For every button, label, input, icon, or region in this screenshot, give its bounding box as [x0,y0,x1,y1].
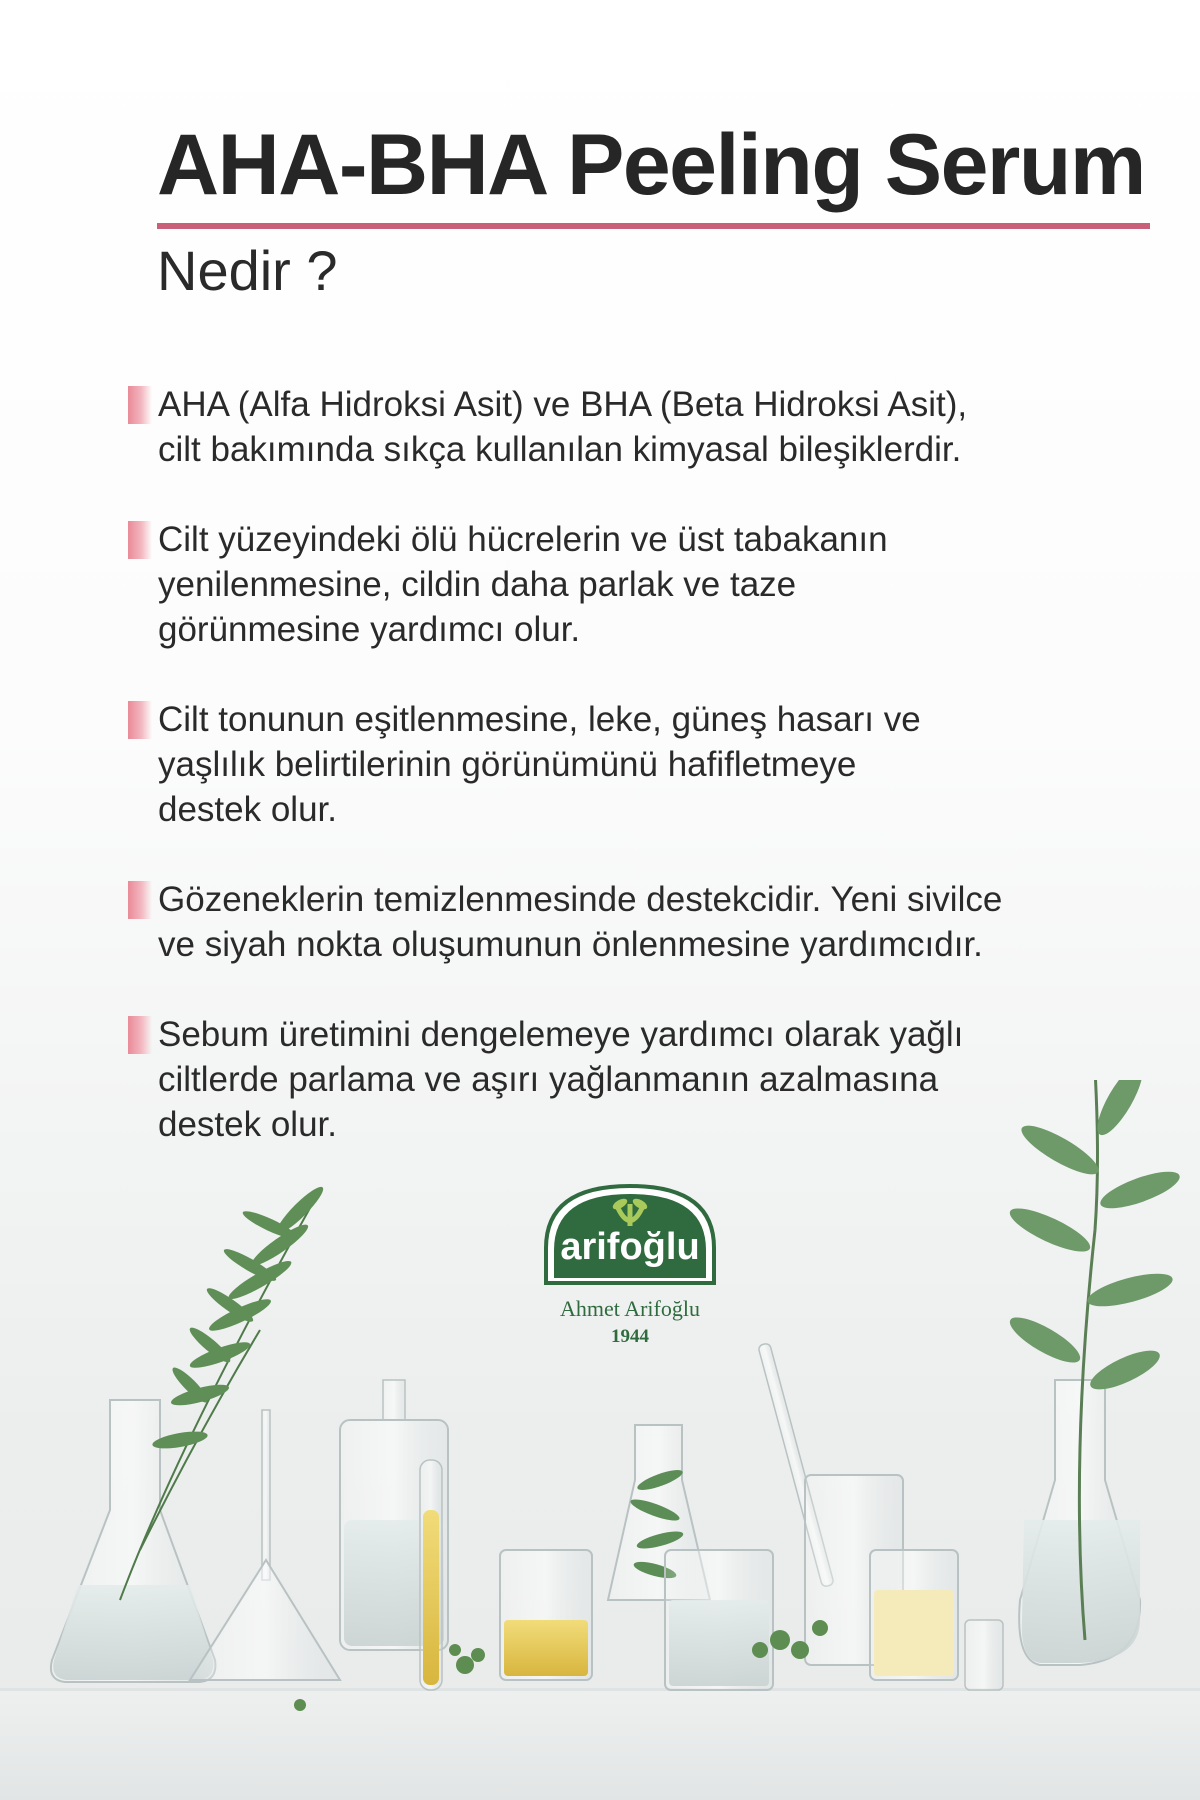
list-item [128,382,1128,472]
bullet-marker-icon [128,1016,152,1054]
logo-year: 1944 [611,1326,649,1347]
bullet-marker-icon [128,521,152,559]
list-item [128,517,1128,652]
list-item-text: AHA (Alfa Hidroksi Asit) ve BHA (Beta Hidroksi Asit), cilt bakımında sıkça kullanılan kimyasal bileşiklerdir. [158,385,968,469]
list-item-text: Gözeneklerin temizlenmesinde destekcidir. Yeni sivilce ve siyah nokta oluşumunun önlenmesine yardımcıdır. [158,880,1003,964]
title-underline [157,223,1150,229]
list-item-text: Sebum üretimini dengelemeye yardımcı olarak yağlı ciltlerde parlama ve aşırı yağlanmanın azalmasına destek olur. [158,1015,964,1144]
brand-logo [538,1178,722,1358]
list-item [128,877,1128,967]
list-item-text: Cilt yüzeyindeki ölü hücrelerin ve üst tabakanın yenilenmesine, cildin daha parlak ve taze görünmesine yardımcı olur. [158,520,888,649]
logo-wordmark: arifoğlu [560,1226,700,1268]
bullet-marker-icon [128,701,152,739]
bullet-marker-icon [128,386,152,424]
logo-brand-name: Ahmet Arifoğlu [560,1296,700,1321]
page-subtitle: Nedir ? [157,239,338,302]
bullet-list [128,382,1128,1192]
page-title: AHA-BHA Peeling Serum [157,117,1145,213]
list-item-text: Cilt tonunun eşitlenmesine, leke, güneş hasarı ve yaşlılık belirtilerinin görünümünü hafifletmeye destek olur. [158,700,921,829]
list-item [128,697,1128,832]
bullet-marker-icon [128,881,152,919]
